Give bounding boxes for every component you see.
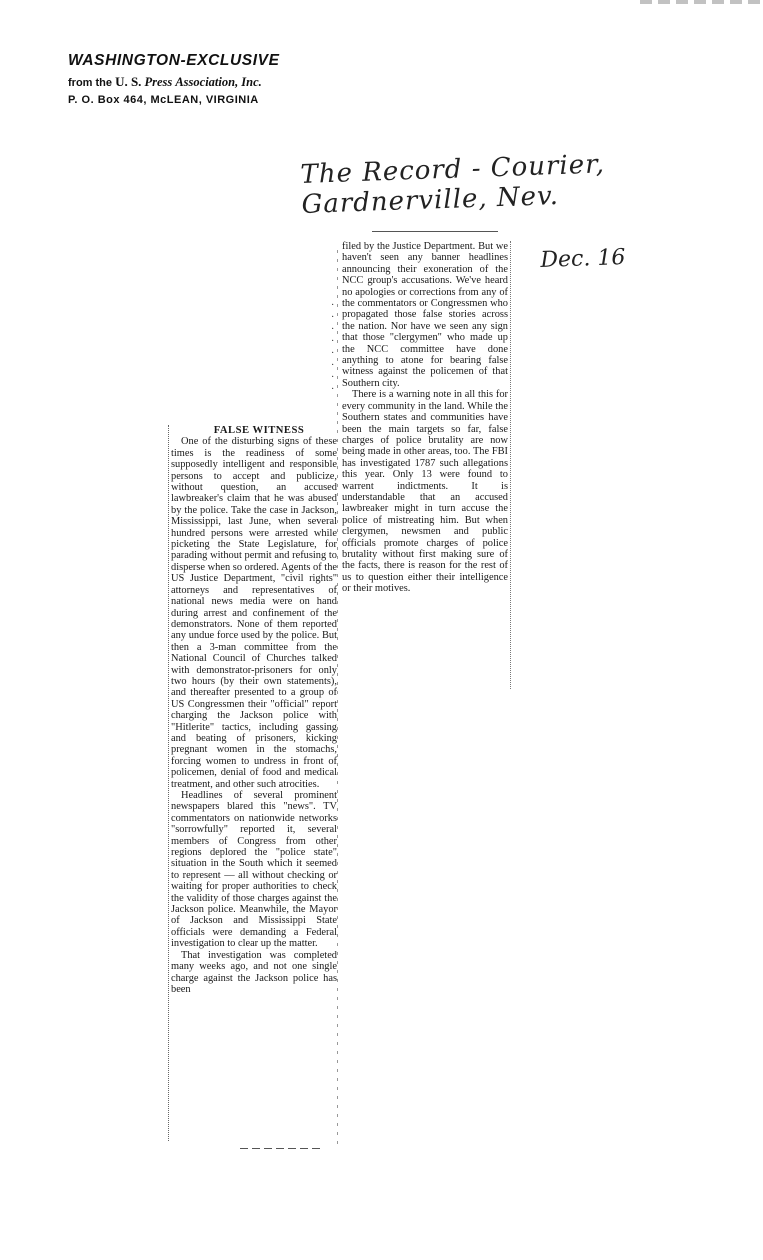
handwritten-date-note: Dec. 16 bbox=[540, 245, 626, 273]
letterhead bbox=[68, 52, 280, 106]
org-press: Press bbox=[144, 75, 173, 89]
column-divider bbox=[337, 250, 338, 1145]
scan-edge-mark bbox=[640, 0, 763, 4]
article-paragraph: There is a warning note in all this for every community in the land. While the Southern states and communities have been the main targets so far, false charges of police brutality are now being made in other areas, too. The FBI has investigated 1787 such allegations this year. Only 13 were found to warrent indictments. It is understandable that an accused lawbreaker might in turn accuse the police of mistreating him. But when clergymen, newsmen and public officials promote charges of police brutality without first making sure of the facts, there is reason for the rest of us to question either their intelligence or their motives. bbox=[342, 389, 508, 595]
org-association: Association, bbox=[175, 75, 239, 89]
article-paragraph: One of the disturbing signs of these times is the readiness of some supposedly intelligent and responsible persons to accept and publicize, without question, an accused lawbreaker's claim that he was abused by the police. Take the case in Jackson, Mississippi, last June, when several hundred persons were arrested while picketing the State Legislature, for parading without permit and refusing to disperse when so ordered. Agents of the US Justice Department, "civil rights" attorneys and representatives of national news media were on hand during arrest and confinement of the demonstrators. None of them reported any undue force used by the police. But then a 3-man committee from the National Council of Churches talked with demonstrator-prisoners for only two hours (by their own statements), and thereafter presented to a group of US Congressmen their "official" report charging the Jackson police with "Hitlerite" tactics, including gassing and beating of prisoners, kicking pregnant women in the stomachs, forcing women to undress in front of policemen, denial of food and medical treatment, and other such atrocities. bbox=[171, 436, 337, 790]
letterhead-title: WASHINGTON-EXCLUSIVE bbox=[68, 52, 280, 69]
org-us: U. S. bbox=[115, 74, 142, 89]
article-paragraph: Headlines of several prominent newspapers blared this "news". TV commentators on nationwide networks "sorrowfully" reported it, several members of Congress from other regions deplored the "police state" situation in the South which it seemed to represent — all without checking or waiting for proper authorities to check the validity of those charges against the Jackson police. Meanwhile, the Mayor of Jackson and Mississippi State officials were demanding a Federal investigation to clear up the matter. bbox=[171, 790, 337, 950]
article-paragraph: That investigation was completed many weeks ago, and not one single charge against the Jackson police has been bbox=[171, 949, 337, 995]
clipping-top-rule bbox=[372, 231, 498, 232]
letterhead-address: P. O. Box 464, McLEAN, VIRGINIA bbox=[68, 94, 259, 106]
letterhead-organization bbox=[68, 74, 280, 90]
from-prefix: from the bbox=[68, 77, 112, 89]
article-headline: FALSE WITNESS bbox=[213, 425, 305, 436]
clipping-bottom-rule bbox=[240, 1148, 320, 1149]
article-column-right bbox=[340, 241, 511, 689]
article-paragraph: filed by the Justice Department. But we haven't seen any banner headlines announcing their exoneration of the NCC group's accusations. We've heard no apologies or corrections from any of the commentators or Congressmen who propagated those false stories across the nation. Nor have we seen any sign that those "clergymen" who made up the NCC committee have done anything to atone for bearing false witness against the policemen of that Southern city. bbox=[342, 241, 508, 389]
clipping-edge-dots: · · · · · · · · bbox=[331, 300, 335, 395]
org-inc: Inc. bbox=[241, 75, 262, 89]
article-column-left bbox=[168, 425, 337, 1141]
handwritten-source-note: The Record - Courier, Gardnerville, Nev. bbox=[300, 149, 606, 220]
